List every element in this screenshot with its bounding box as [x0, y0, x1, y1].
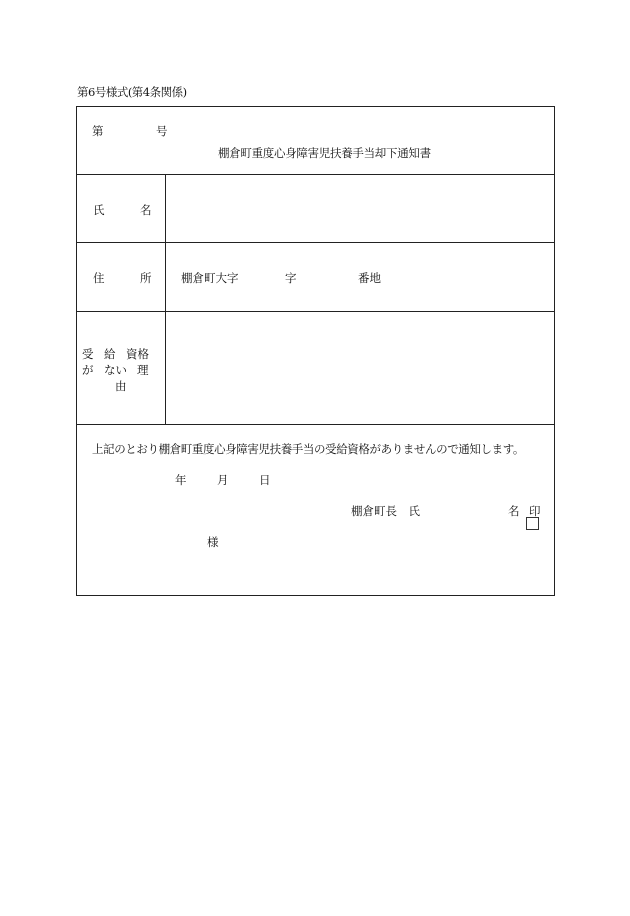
date-day: 日	[259, 473, 271, 487]
address-label-second: 所	[140, 271, 152, 285]
address-label-first: 住	[93, 271, 105, 285]
row-divider	[76, 242, 555, 243]
name-label-second: 名	[140, 203, 152, 217]
document-title: 棚倉町重度心身障害児扶養手当却下通知書	[218, 146, 431, 160]
label-column-divider	[165, 174, 166, 424]
address-aza: 字	[285, 271, 297, 285]
reason-label-part: 受	[82, 347, 94, 361]
issuer-title: 棚倉町長 氏	[351, 504, 420, 518]
notice-body: 上記のとおり棚倉町重度心身障害児扶養手当の受給資格がありませんので通知します。	[92, 442, 524, 456]
reason-label-part: 理	[137, 363, 149, 377]
reason-value-cell	[168, 315, 552, 420]
date-year: 年	[175, 473, 187, 487]
reason-label-part: が	[82, 363, 94, 377]
name-label-first: 氏	[93, 203, 105, 217]
form-number: 第6号様式(第4条関係)	[77, 85, 187, 99]
document-number-prefix: 第	[92, 124, 104, 138]
seal-label: 印	[529, 504, 541, 518]
document-number-suffix: 号	[156, 124, 168, 138]
recipient-honorific: 様	[207, 535, 219, 549]
address-banchi: 番地	[358, 271, 381, 285]
row-divider	[76, 424, 555, 425]
reason-label-part: 由	[115, 379, 127, 393]
reason-label-part: 資格	[126, 347, 149, 361]
date-month: 月	[217, 473, 229, 487]
address-town: 棚倉町大字	[181, 271, 239, 285]
reason-label-part: 給	[104, 347, 116, 361]
name-value-cell	[168, 178, 552, 238]
row-divider	[76, 311, 555, 312]
seal-box	[526, 517, 539, 530]
row-divider	[76, 174, 555, 175]
issuer-name-suffix: 名	[508, 504, 520, 518]
reason-label-part: ない	[104, 363, 127, 377]
